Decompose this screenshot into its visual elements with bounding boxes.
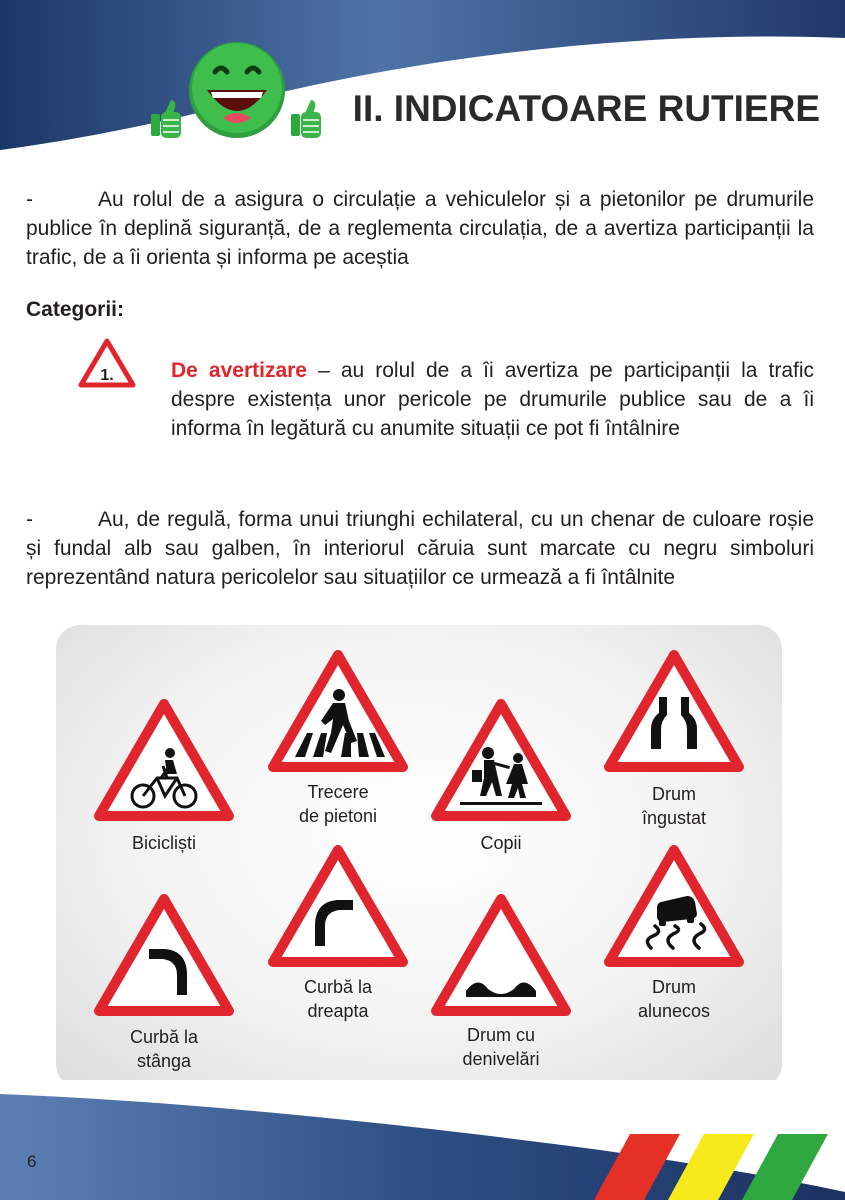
header-background — [0, 0, 845, 170]
page-number: 6 — [27, 1152, 37, 1171]
categories-heading: Categorii: — [26, 298, 125, 321]
intro-text: Au rolul de a asigura o circulație a vehiculelor și a pietonilor pe drumurile publice în deplină siguranță, de a reglementa circulația, de a avertiza participanții la trafic, de a îi orienta și informa pe aceștia — [26, 188, 814, 269]
bumpy-road-icon — [430, 893, 572, 1018]
pedestrian-crossing-icon — [267, 649, 409, 774]
intro-paragraph — [26, 185, 814, 272]
sign-label: Drum îngustat — [641, 784, 707, 828]
narrow-road-icon — [603, 649, 745, 774]
sign-label: Drum cu denivelări — [462, 1025, 540, 1069]
sign-label: Drum alunecos — [637, 977, 711, 1021]
sign-label: Copii — [480, 833, 522, 853]
sign-label: Curbă la stânga — [129, 1027, 199, 1071]
bicycle-icon — [93, 698, 235, 823]
bullet-dash: - — [26, 508, 33, 531]
sign-label: Trecere de pietoni — [298, 782, 378, 826]
smiley-mascot-icon — [145, 40, 330, 150]
page-title: II. INDICATOARE RUTIERE — [352, 88, 820, 129]
category-number: 1. — [100, 367, 114, 384]
left-curve-icon — [93, 893, 235, 1018]
bullet-dash: - — [26, 188, 33, 211]
shape-paragraph — [26, 505, 814, 592]
footer-background — [0, 1080, 845, 1200]
warning-triangle-icon — [78, 338, 136, 388]
warning-signs-panel — [56, 625, 782, 1088]
children-icon — [430, 698, 572, 823]
category-text: – au rolul de a îi avertiza pe participanții la trafic despre existența unor pericole pe drumurile publice sau de a îi informa în legătură cu anumite situații ce pot fi întâlnire — [171, 359, 815, 440]
category-name: De avertizare — [171, 359, 307, 382]
shape-text: Au, de regulă, forma unui triunghi echilateral, cu un chenar de culoare roșie și fundal alb sau galben, în interiorul căruia sunt marcate cu negru simboluri reprezentând natura pericolelor sau situațiilor ce urmează a fi întâlnite — [26, 508, 814, 589]
sign-label: Bicicliști — [131, 833, 196, 853]
right-curve-icon — [267, 844, 409, 969]
slippery-road-icon — [603, 844, 745, 969]
sign-label: Curbă la dreapta — [303, 977, 373, 1021]
category-description — [171, 356, 814, 443]
